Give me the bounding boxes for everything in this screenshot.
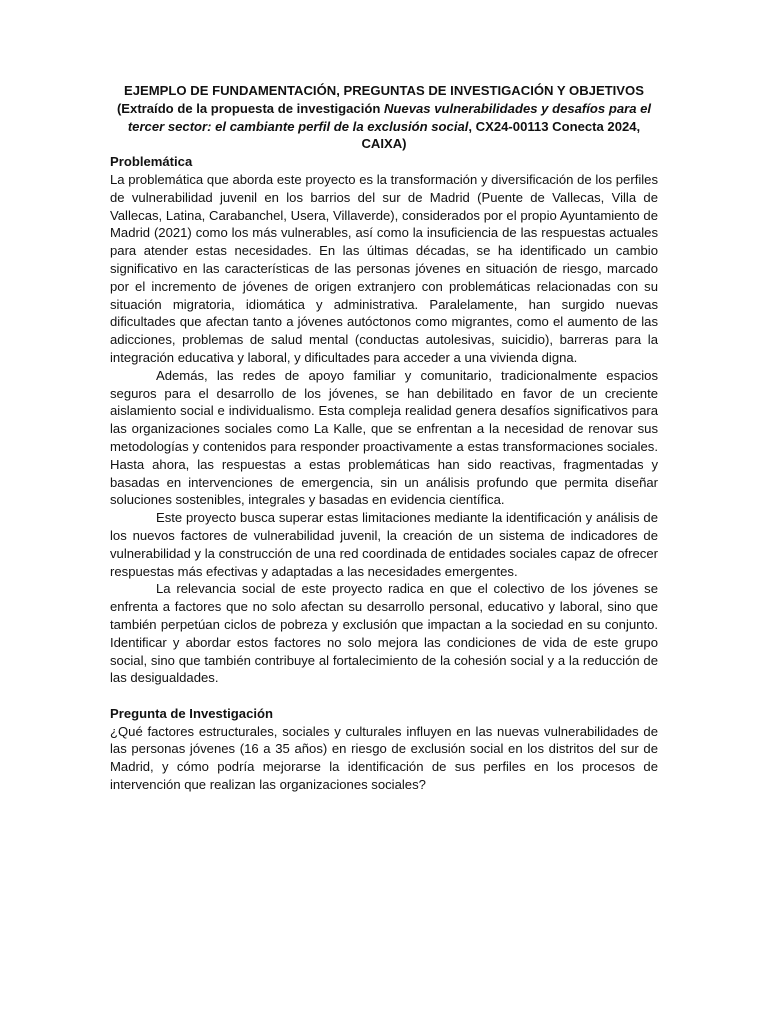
subtitle-project-title: Nuevas vulnerabilidades y desafíos para el tercer sector: el cambiante perfil de la exclusión social <box>127 100 652 134</box>
section-heading-problematica: Problemática <box>110 154 193 170</box>
document-page <box>110 82 658 794</box>
document-subtitle <box>110 100 658 153</box>
section-heading-pregunta: Pregunta de Investigación <box>110 705 273 721</box>
subtitle-suffix: , CX24-00113 Conecta 2024, CAIXA) <box>361 118 641 152</box>
document-title: EJEMPLO DE FUNDAMENTACIÓN, PREGUNTAS DE INVESTIGACIÓN Y OBJETIVOS <box>124 83 644 98</box>
section-spacer <box>110 687 658 705</box>
problematica-paragraph-3: Este proyecto busca superar estas limitaciones mediante la identificación y análisis de los nuevos factores de vulnerabilidad juvenil, la creación de un sistema de indicadores de vulnerabilidad y la construcción de una red coordinada de entidades sociales capaz de ofrecer respuestas más efectivas y adaptadas a las necesidades emergentes. <box>110 510 658 579</box>
problematica-paragraph-4: La relevancia social de este proyecto radica en que el colectivo de los jóvenes se enfrenta a factores que no solo afectan su desarrollo personal, educativo y laboral, sino que también perpetúan ciclos de pobreza y exclusión que impactan a la sociedad en su conjunto. Identificar y abordar estos factores no solo mejora las condiciones de vida de este grupo social, sino que también contribuye al fortalecimiento de la cohesión social y a la reducción de las desigualdades. <box>110 581 658 686</box>
pregunta-text: ¿Qué factores estructurales, sociales y culturales influyen en las nuevas vulnerabilidades de las personas jóvenes (16 a 35 años) en riesgo de exclusión social en los distritos del sur de Madrid, y cómo podría mejorarse la identificación de sus perfiles en los procesos de intervención que realizan las organizaciones sociales? <box>110 723 658 793</box>
subtitle-prefix: (Extraído de la propuesta de investigación <box>116 100 384 116</box>
problematica-paragraph-1: La problemática que aborda este proyecto es la transformación y diversificación de los perfiles de vulnerabilidad juvenil en los barrios del sur de Madrid (Puente de Vallecas, Villa de Vallecas, Latina, Carabanchel, Usera, Villaverde), considerados por el propio Ayuntamiento de Madrid (2021) como los más vulnerables, así como la insuficiencia de las respuestas actuales para atender estas necesidades. En las últimas décadas, se ha identificado un cambio significativo en las características de las personas jóvenes en situación de riesgo, marcado por el incremento de jóvenes de origen extranjero con problemáticas relacionadas con su situación migratoria, idiomática y administrativa. Paralelamente, han surgido nuevas dificultades que afectan tanto a jóvenes autóctonos como migrantes, como el aumento de las adicciones, problemas de salud mental (conductas autolesivas, suicidio), barreras para la integración educativa y laboral, y dificultades para acceder a una vivienda digna. <box>110 171 658 365</box>
problematica-paragraph-2: Además, las redes de apoyo familiar y comunitario, tradicionalmente espacios seguros para el desarrollo de los jóvenes, se han debilitado en favor de un creciente aislamiento social e individualismo. Esta compleja realidad genera desafíos significativos para las organizaciones sociales como La Kalle, que se enfrentan a la necesidad de renovar sus metodologías y contenidos para responder proactivamente a estas transformaciones sociales. Hasta ahora, las respuestas a estas problemáticas han sido reactivas, fragmentadas y basadas en intervenciones de emergencia, sin un análisis profundo que permita diseñar soluciones sostenibles, integrales y basadas en evidencia científica. <box>110 367 658 508</box>
